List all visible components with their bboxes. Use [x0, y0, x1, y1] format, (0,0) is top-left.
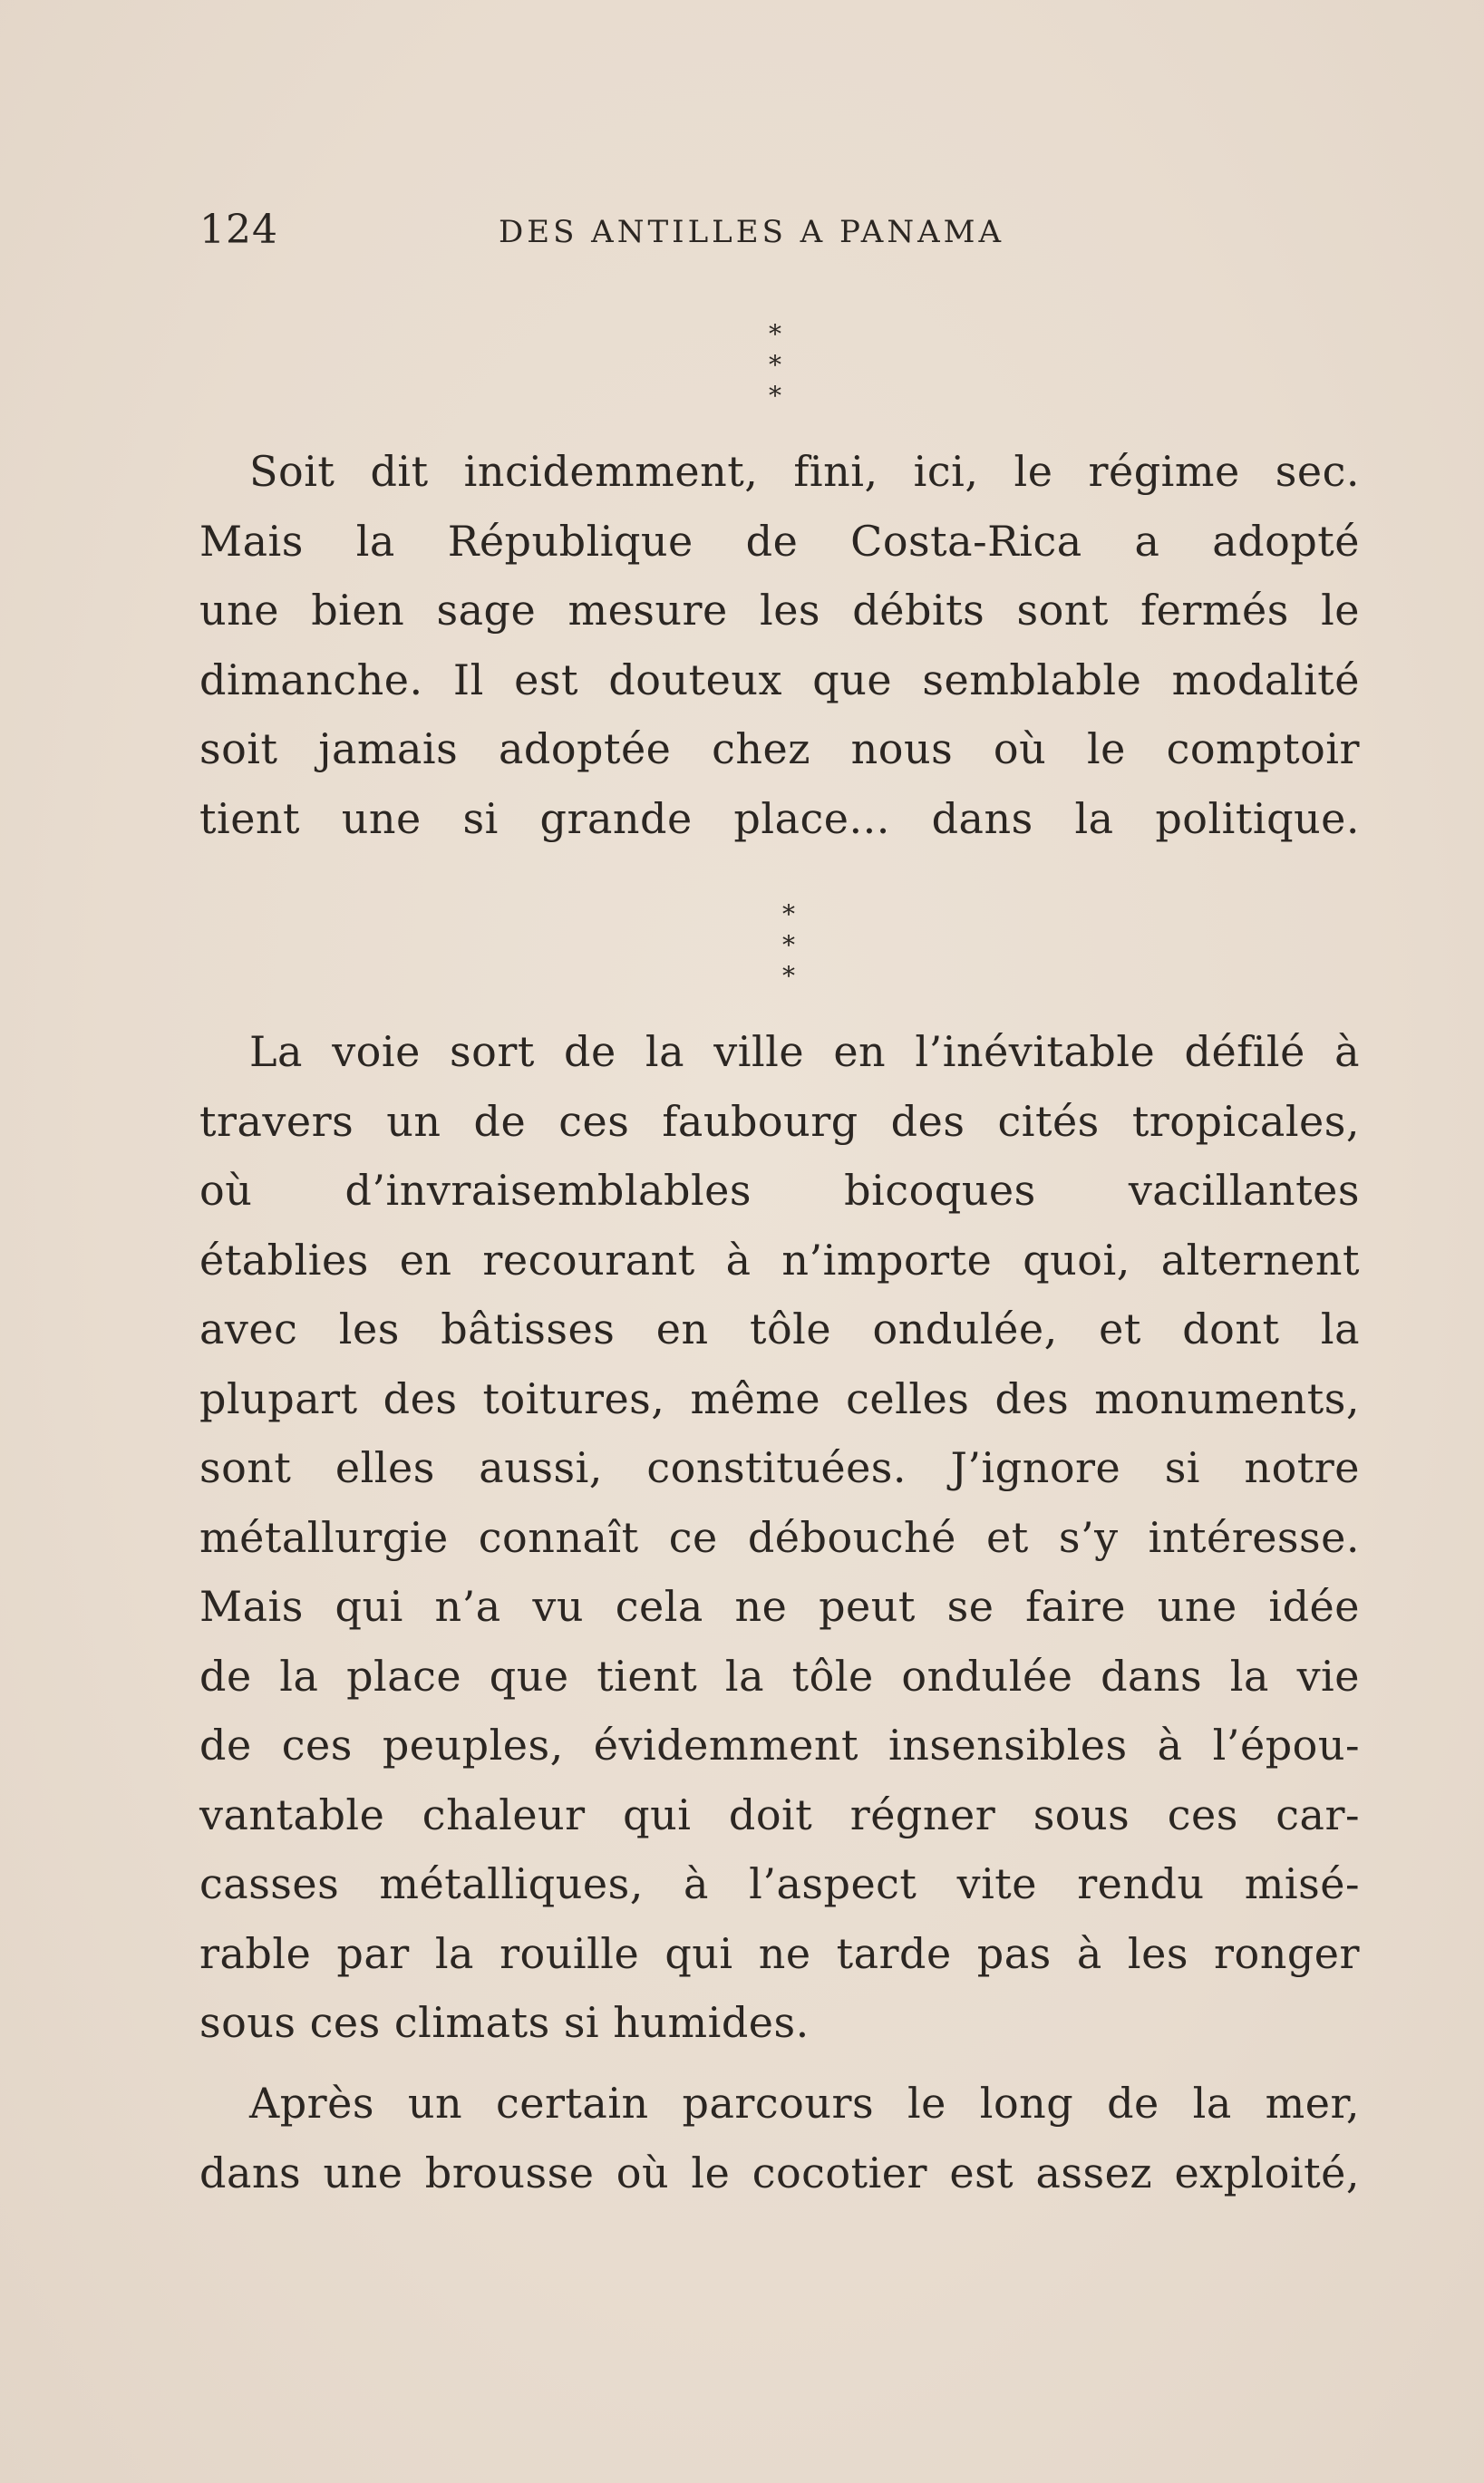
text-line: une bien sage mesure les débits sont fermés le	[199, 586, 1360, 635]
paragraph	[199, 1017, 1360, 2058]
text-line: Mais qui n’a vu cela ne peut se faire une idée	[199, 1582, 1360, 1631]
text-line: Après un certain parcours le long de la mer,	[249, 2079, 1360, 2128]
text-line: sont elles aussi, constituées. J’ignore si notre	[199, 1443, 1360, 1492]
text-line: travers un de ces faubourg des cités tropicales,	[199, 1096, 1360, 1146]
separator-stars: * *	[769, 350, 801, 411]
text-line: sous ces climats si humides.	[199, 1998, 810, 2047]
text-line: de ces peuples, évidemment insensibles à l’épou-	[199, 1721, 1360, 1770]
text-line: dimanche. Il est douteux que semblable modalité	[199, 655, 1360, 704]
section-separator	[734, 899, 843, 992]
text-line: casses métalliques, à l’aspect vite rendu misé-	[199, 1859, 1360, 1908]
text-line: avec les bâtisses en tôle ondulée, et dont la	[199, 1305, 1360, 1353]
page-header	[199, 207, 1360, 261]
running-title: DES ANTILLES A PANAMA	[499, 214, 1005, 250]
separator-star: *	[769, 319, 781, 349]
separator-star: *	[782, 899, 795, 929]
text-line: Mais la République de Costa-Rica a adopté	[199, 516, 1360, 566]
text-line: rable par la rouille qui ne tarde pas à les ronger	[199, 1928, 1360, 1978]
text-line: vantable chaleur qui doit régner sous ces car-	[199, 1790, 1360, 1839]
separator-stars: * *	[782, 930, 815, 991]
section-separator	[721, 319, 829, 412]
text-line: où d’invraisemblables bicoques vacillantes	[199, 1166, 1360, 1215]
text-line: métallurgie connaît ce débouché et s’y intéresse.	[199, 1512, 1360, 1562]
page-number: 124	[199, 207, 278, 253]
text-line: Soit dit incidemment, fini, ici, le régime sec.	[249, 447, 1360, 496]
text-line: tient une si grande place... dans la politique.	[199, 793, 1360, 843]
text-line: établies en recourant à n’importe quoi, alternent	[199, 1235, 1360, 1285]
paragraph	[199, 2069, 1360, 2207]
text-line: de la place que tient la tôle ondulée dans la vie	[199, 1651, 1360, 1701]
paragraph	[199, 437, 1360, 853]
text-line: plupart des toitures, même celles des monuments,	[199, 1373, 1360, 1423]
text-line: dans une brousse où le cocotier est assez exploité,	[199, 2148, 1360, 2197]
text-line: La voie sort de la ville en l’inévitable défilé à	[249, 1027, 1360, 1076]
text-line: soit jamais adoptée chez nous où le comptoir	[199, 724, 1360, 773]
